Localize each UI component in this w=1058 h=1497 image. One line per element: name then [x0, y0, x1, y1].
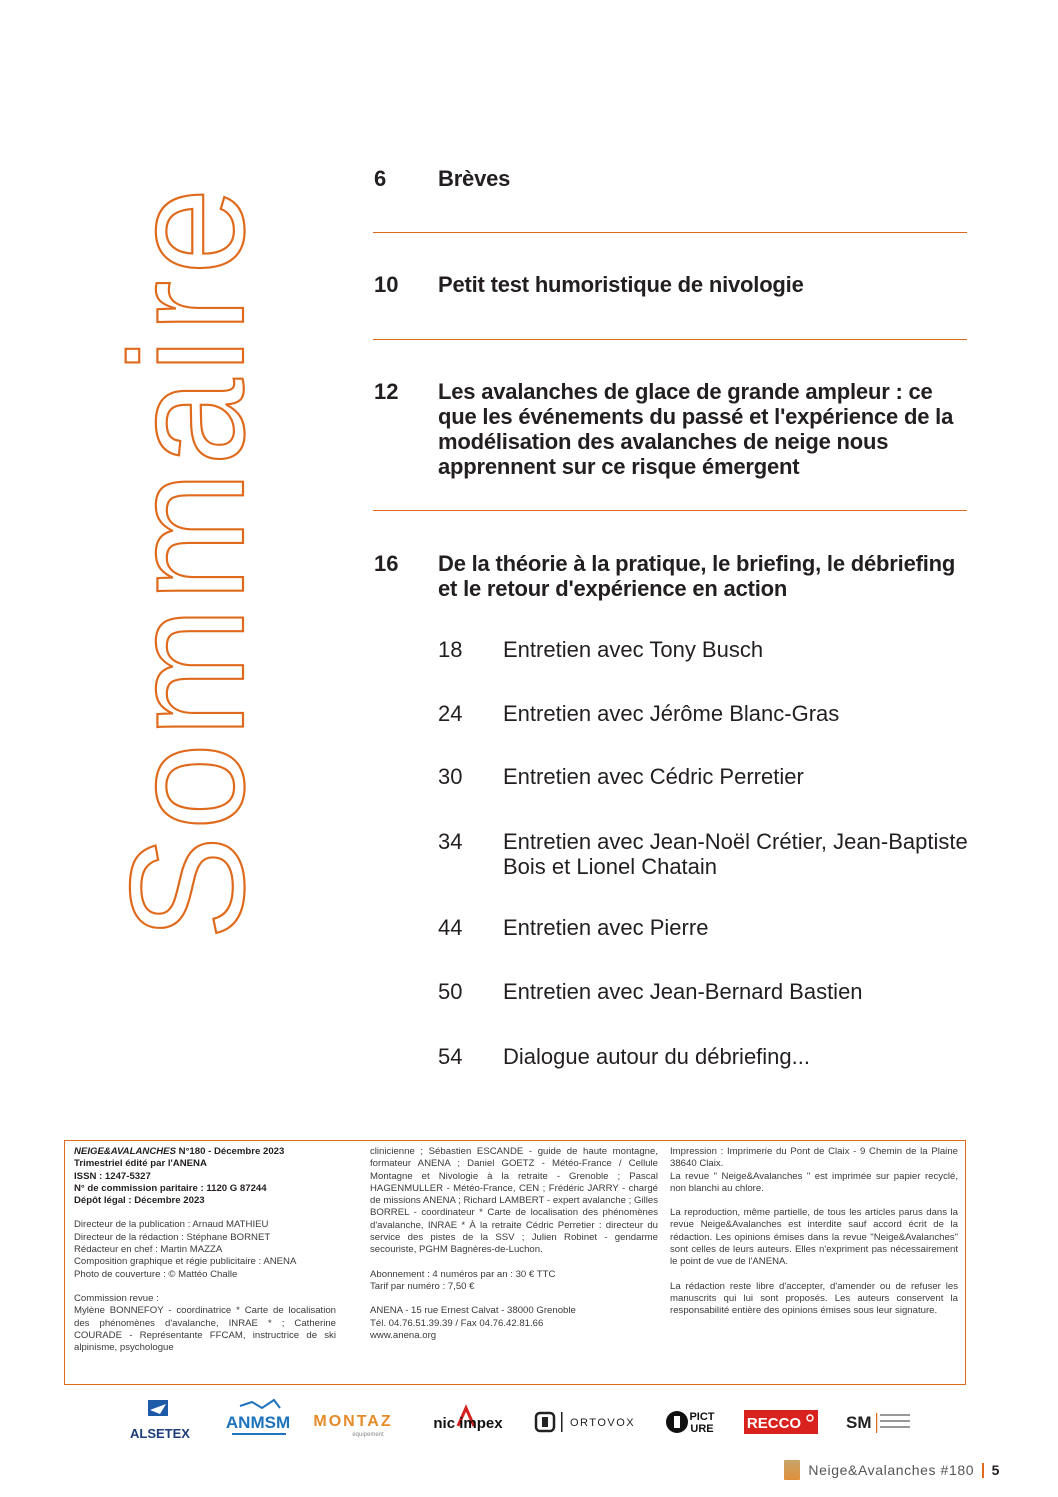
- subscription-info: Abonnement : 4 numéros par an : 30 € TTC Tarif par numéro : 7,50 €: [370, 1268, 556, 1292]
- svg-text:SM: SM: [846, 1413, 872, 1432]
- sm-logo[interactable]: [842, 1396, 922, 1446]
- entry-page-number: 16: [374, 551, 399, 576]
- ortovox-icon: [534, 1396, 638, 1446]
- footer-divider: [982, 1463, 984, 1478]
- svg-text:PICT: PICT: [689, 1411, 715, 1423]
- entry-title: Petit test humoristique de nivologie: [438, 272, 804, 297]
- entry-page-number: 6: [374, 166, 387, 191]
- svg-text:ALSETEX: ALSETEX: [130, 1426, 190, 1441]
- picture-icon: [660, 1396, 722, 1446]
- entry-title: De la théorie à la pratique, le briefing, le débriefing et le retour d'expérience en action: [438, 551, 956, 601]
- alsetex-logo[interactable]: [120, 1396, 200, 1446]
- reproduction-notice: La reproduction, même partielle, de tous les articles parus dans la revue Neige&Avalanches est interdite sauf accord écrit de la rédaction. Les opinions émises dans la revue "Neige&Avalanches" sont celles de leurs auteurs. Elles n'expriment pas nécessairement le point de vue de l'ANENA.: [670, 1207, 958, 1268]
- subentry-title: Entretien avec Jean-Noël Crétier, Jean-Baptiste Bois et Lionel Chatain: [503, 829, 968, 879]
- cover-thumbnail: [784, 1460, 800, 1480]
- anmsm-icon: [218, 1396, 304, 1446]
- subentry-title: Entretien avec Cédric Perretier: [503, 764, 804, 789]
- subentry-page-number: 30: [438, 764, 463, 789]
- svg-text:RECCO: RECCO: [746, 1415, 802, 1432]
- commission-members: clinicienne ; Sébastien ESCANDE - guide de haute montagne, formateur ANENA ; Daniel GOETZ - Météo-France / Cellule Montagne et Nivologie à la retraite - Grenoble ; Pascal HAGENMULLER - Météo-France, CEN ; Frédéric JARRY - chargé de missions ANENA ; Richard LAMBERT - expert avalanche ; Gilles BORREL - coordinateur * Carte de localisation des phénomènes d'avalanche, INRAE * À la retraite Cédric Perretier : directeur du service des pistes de la SSV ; Julien Robinet - gendarme secouriste, PGHM Bagnères-de-Luchon.: [370, 1146, 658, 1256]
- page-title: [38, 153, 278, 940]
- montaz-icon: [310, 1396, 396, 1446]
- svg-text:ANMSM: ANMSM: [225, 1413, 291, 1432]
- publication-frequency: Trimestriel édité par l'ANENA: [74, 1158, 207, 1170]
- subentry-title: Dialogue autour du débriefing...: [503, 1044, 810, 1069]
- svg-text:URE: URE: [690, 1423, 714, 1435]
- publication-name: NEIGE&AVALANCHES: [74, 1146, 176, 1157]
- subentry-page-number: 44: [438, 915, 463, 940]
- commission-paritaire: N° de commission paritaire : 1120 G 87244: [74, 1182, 267, 1194]
- printing-info: Impression : Imprimerie du Pont de Claix - 9 Chemin de la Plaine 38640 Claix. La revue " Neige&Avalanches " est imprimée sur papier recyclé, non blanchi au chlore.: [670, 1146, 958, 1194]
- subentry-page-number: 50: [438, 979, 463, 1004]
- issn: ISSN : 1247-5327: [74, 1170, 151, 1182]
- svg-text:nic impex: nic impex: [433, 1415, 503, 1432]
- commission-revue: Commission revue : Mylène BONNEFOY - coordinatrice * Carte de localisation des phénomènes d'avalanche, INRAE * ; Catherine COURADE - Représentante FFCAM, instructrice de ski alpinisme, psychologue: [74, 1292, 336, 1354]
- entry-title: Les avalanches de glace de grande ampleur : ce que les événements du passé et l'expérience de la modélisation des avalanches de neige nous apprennent sur ce risque émergent: [438, 379, 954, 479]
- svg-text:équipement: équipement: [352, 1432, 384, 1438]
- editorial-notice: La rédaction reste libre d'accepter, d'amender ou de refuser les manuscrits qui lui sont proposés. Les auteurs conservent la responsabilité entière des opinions émises sous leur signature.: [670, 1280, 958, 1317]
- contact-info: ANENA - 15 rue Ernest Calvat - 38000 Grenoble Tél. 04.76.51.39.39 / Fax 04.76.42.81.66 www.anena.org: [370, 1305, 576, 1341]
- sm-icon: [842, 1396, 922, 1446]
- subentry-page-number: 54: [438, 1044, 463, 1069]
- subentry-page-number: 34: [438, 829, 463, 854]
- alsetex-icon: [120, 1396, 200, 1446]
- page-footer: [784, 1460, 1000, 1480]
- recco-icon: [742, 1396, 822, 1446]
- entry-title: Brèves: [438, 166, 511, 191]
- masthead-column-1: [74, 1146, 336, 1366]
- recco-logo[interactable]: [742, 1396, 822, 1446]
- entry-page-number: 10: [374, 272, 399, 297]
- divider: [373, 510, 967, 511]
- subentry-page-number: 24: [438, 701, 463, 726]
- sponsor-logos: [120, 1396, 940, 1446]
- masthead-column-3: [670, 1146, 958, 1330]
- svg-text:MONTAZ: MONTAZ: [313, 1413, 393, 1430]
- divider: [373, 232, 967, 233]
- page-title-text: Sommaire: [97, 153, 278, 940]
- svg-text:ORTOVOX: ORTOVOX: [570, 1417, 636, 1429]
- subentry-page-number: 18: [438, 637, 463, 662]
- publication-issue: N°180 - Décembre 2023: [178, 1146, 285, 1157]
- montaz-logo[interactable]: [310, 1396, 396, 1446]
- nicimpex-icon: [418, 1396, 518, 1446]
- page-number: 5: [991, 1462, 1000, 1478]
- footer-magazine-name: Neige&Avalanches #180: [808, 1462, 975, 1478]
- staff-list: Directeur de la publication : Arnaud MATHIEU Directeur de la rédaction : Stéphane BORNET Rédacteur en chef : Martin MAZZA Composition graphique et régie publicitaire : ANENA Photo de couverture : © Mattéo Challe: [74, 1219, 297, 1280]
- subentry-title: Entretien avec Tony Busch: [503, 637, 764, 662]
- ortovox-logo[interactable]: [534, 1396, 638, 1446]
- nicimpex-logo[interactable]: [418, 1396, 518, 1446]
- divider: [373, 339, 967, 340]
- depot-legal: Dépôt légal : Décembre 2023: [74, 1195, 205, 1207]
- subentry-title: Entretien avec Pierre: [503, 915, 709, 940]
- anmsm-logo[interactable]: [218, 1396, 304, 1446]
- subentry-title: Entretien avec Jérôme Blanc-Gras: [503, 701, 840, 726]
- masthead-column-2: [370, 1146, 658, 1354]
- subentry-title: Entretien avec Jean-Bernard Bastien: [503, 979, 863, 1004]
- entry-page-number: 12: [374, 379, 399, 404]
- picture-logo[interactable]: [660, 1396, 722, 1446]
